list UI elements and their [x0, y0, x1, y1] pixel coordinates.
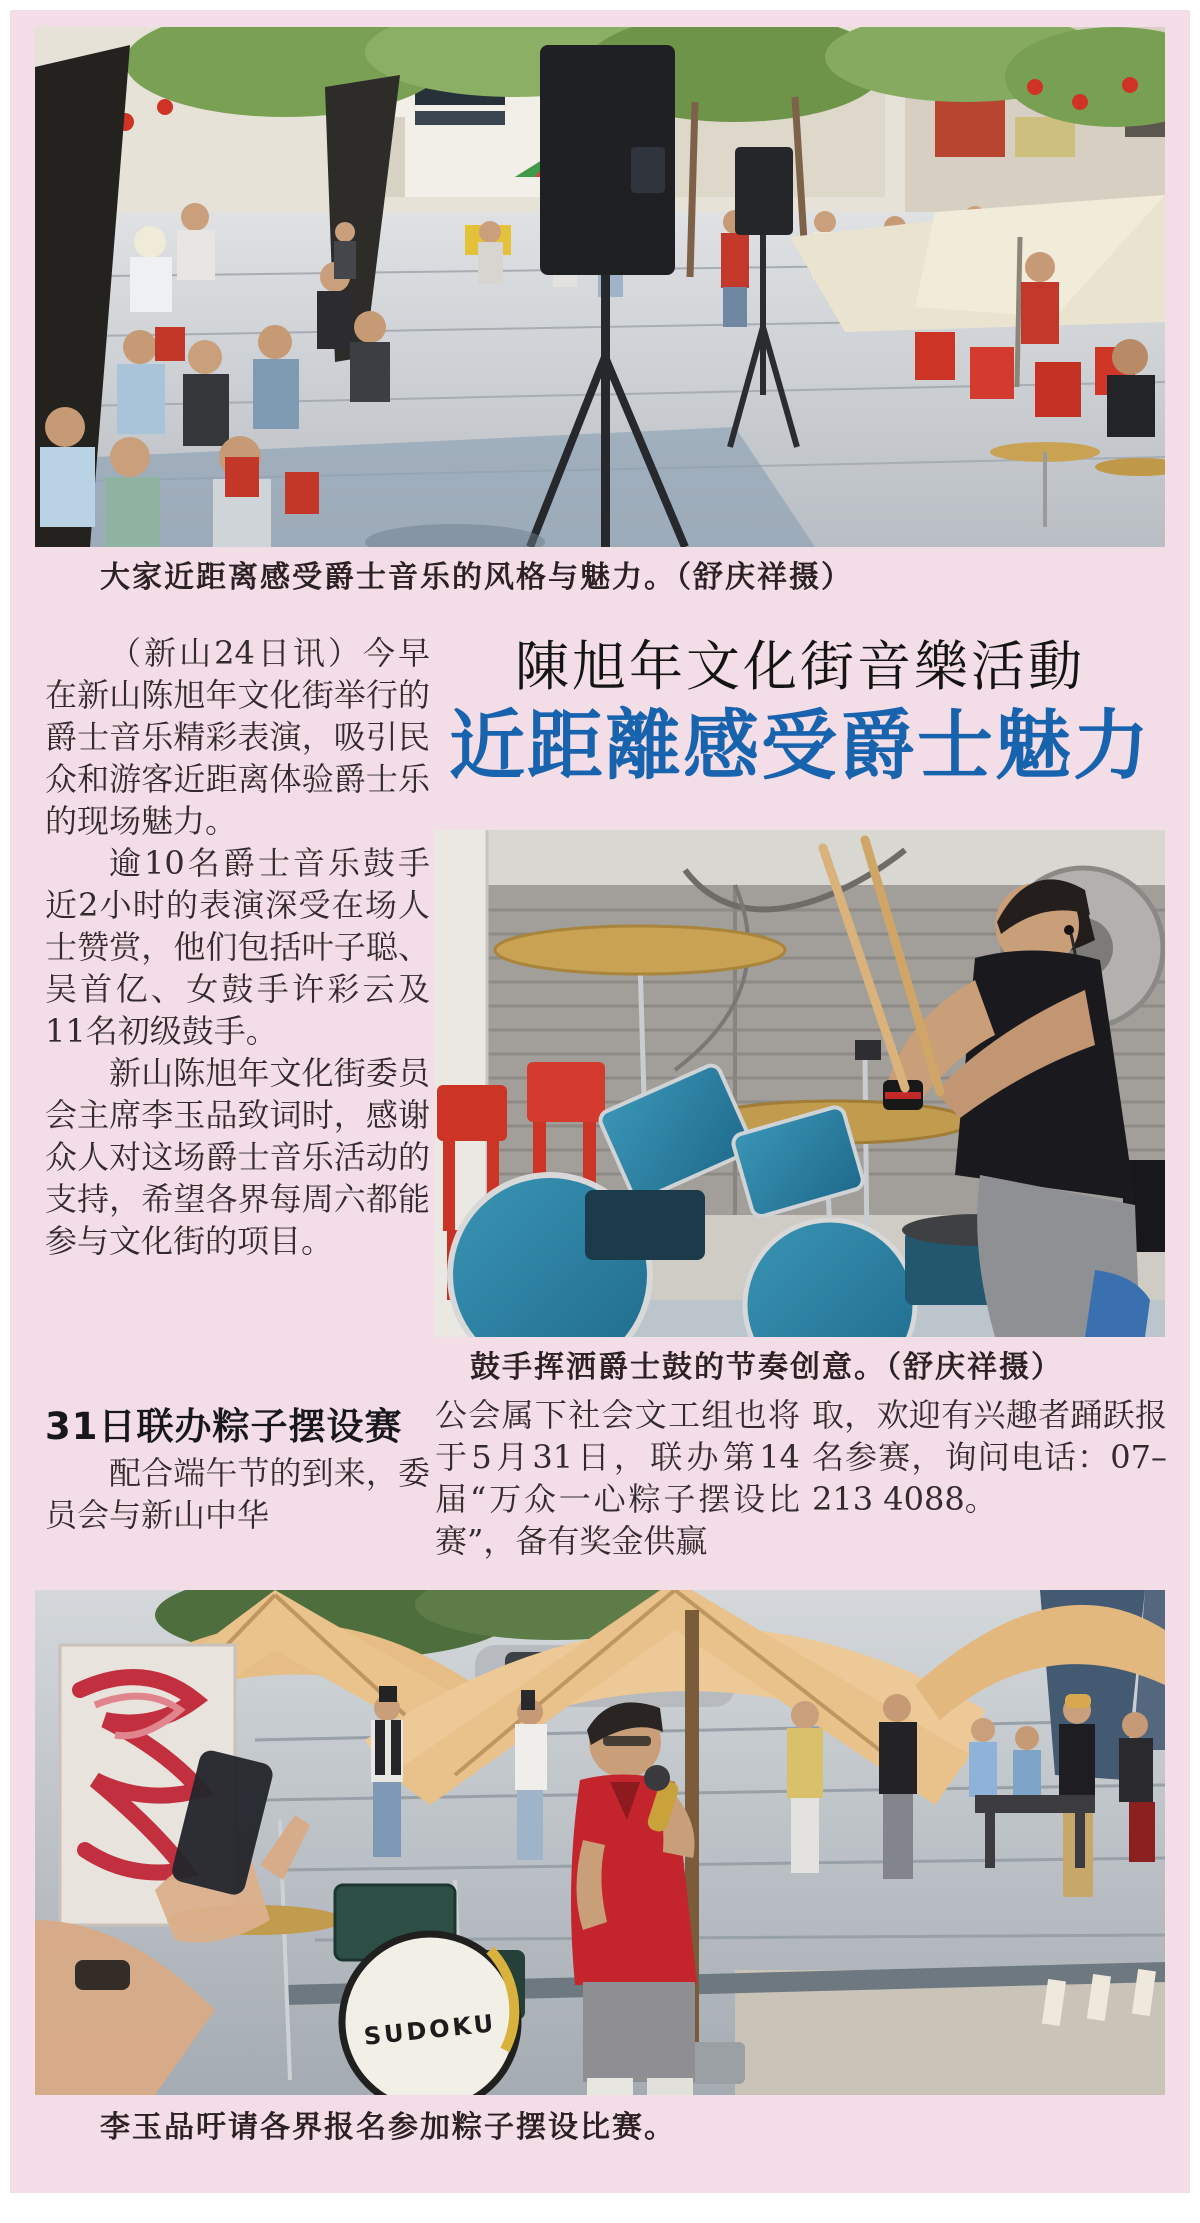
- article-column-1-continued: [45, 1452, 430, 1536]
- caption-bottom-photo: 李玉品吁请各界报名参加粽子摆设比赛。: [100, 2110, 676, 2145]
- article-paragraph-4b: 公会属下社会文工组也将于5月31日，联办第14届“万众一心粽子摆设比赛”，备有奖金供赢: [435, 1396, 800, 1560]
- caption-middle-photo: 鼓手挥洒爵士鼓的节奏创意。（舒庆祥摄）: [470, 1350, 1063, 1385]
- article-paragraph-4a: 配合端午节的到来，委员会与新山中华: [45, 1454, 430, 1534]
- article-paragraph-1: （新山24日讯）今早在新山陈旭年文化街举行的爵士音乐精彩表演，吸引民众和游客近距离体验爵士乐的现场魅力。: [45, 634, 430, 840]
- article-paragraph-3: 新山陈旭年文化街委员会主席李玉品致词时，感谢众人对这场爵士音乐活动的支持，希望各界每周六都能参与文化街的项目。: [45, 1054, 430, 1260]
- caption-top-photo: 大家近距离感受爵士音乐的风格与魅力。（舒庆祥摄）: [100, 560, 853, 595]
- article-subhead: 31日联办粽子摆设赛: [45, 1405, 403, 1448]
- article-paragraph-2: 逾10名爵士音乐鼓手近2小时的表演深受在场人士赞赏，他们包括叶子聪、吴首亿、女鼓手许彩云及11名初级鼓手。: [45, 844, 430, 1050]
- emcee-photo-illustration: [35, 1590, 1165, 2095]
- headline-block: [435, 636, 1165, 788]
- bottom-photo-emcee: [35, 1590, 1165, 2095]
- article-paragraph-4c: 取，欢迎有兴趣者踊跃报名参赛，询问电话：07–213 4088。: [812, 1396, 1167, 1518]
- drummer-photo-illustration: [435, 830, 1165, 1337]
- headline-main: 近距離感受爵士魅力: [449, 701, 1151, 790]
- middle-photo-drummer: [435, 830, 1165, 1337]
- article-left-column: [45, 632, 430, 1262]
- article-column-3: [812, 1394, 1167, 1520]
- article-column-2: [435, 1394, 800, 1562]
- bass-drum-brand-text: SUDOKU: [362, 2009, 498, 2051]
- top-photo-illustration: [35, 27, 1165, 547]
- top-photo-street-audience: [35, 27, 1165, 547]
- headline-kicker: 陳旭年文化街音樂活動: [515, 635, 1085, 698]
